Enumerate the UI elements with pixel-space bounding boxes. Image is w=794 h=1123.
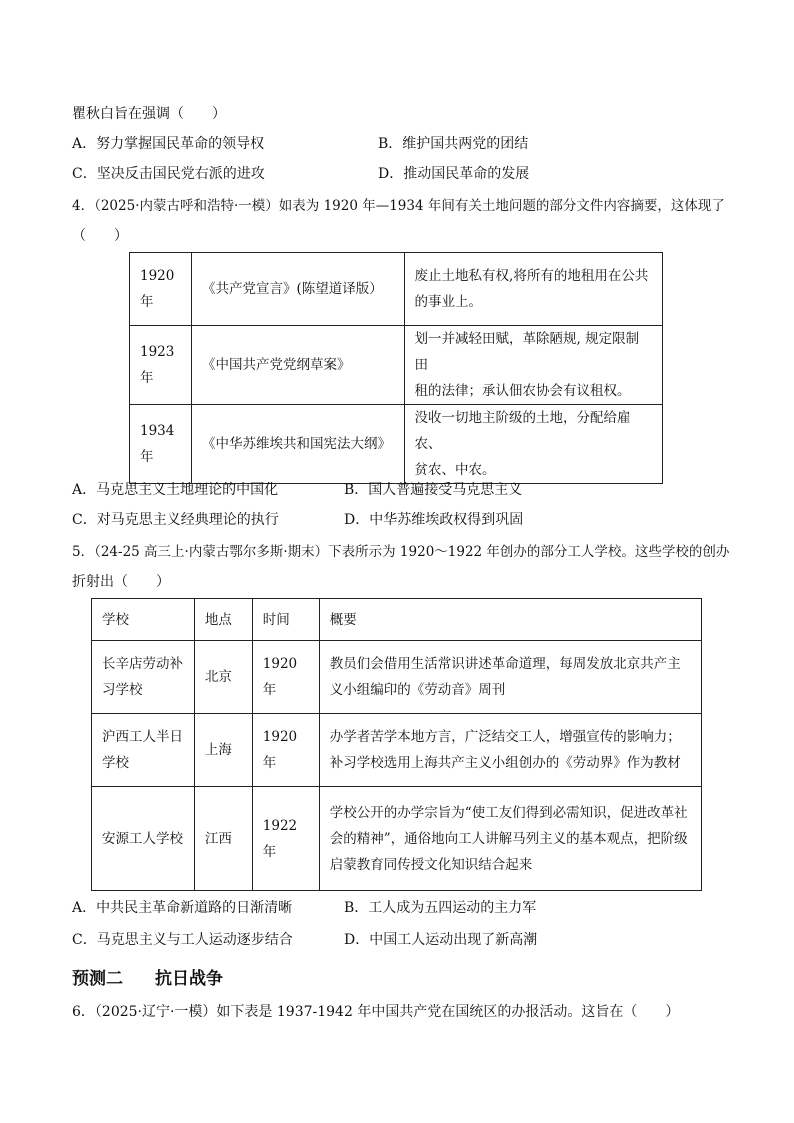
q5-time-cell: 1922 年	[252, 787, 319, 891]
section-heading	[72, 964, 223, 989]
q5-school-cell: 长辛店劳动补 习学校	[92, 641, 195, 714]
table-row	[130, 253, 663, 326]
q5-time-cell: 1920 年	[252, 641, 319, 714]
q4-stem-line1: 4．（2025·内蒙古呼和浩特·一模）如表为 1920 年—1934 年间有关土地问题的部分文件内容摘要，这体现了	[72, 198, 725, 214]
q5-place-cell: 上海	[194, 714, 252, 787]
q4-option-a: A．马克思主义土地理论的中国化	[72, 482, 279, 498]
q5-summary-cell: 教员们会借用生活常识讲述革命道理，每周发放北京共产主 义小组编印的《劳动音》周刊	[319, 641, 701, 714]
q4-document-cell: 《中华苏维埃共和国宪法大纲》	[191, 405, 404, 484]
q3-stem: 瞿秋白旨在强调（ ）	[72, 106, 226, 122]
table-row	[92, 787, 702, 891]
q5-option-c: C．马克思主义与工人运动逐步结合	[72, 932, 293, 948]
q3-options-row-1	[72, 134, 712, 154]
q5-header-place: 地点	[194, 599, 252, 641]
q5-school-cell: 安源工人学校	[92, 787, 195, 891]
q4-land-documents-table	[129, 252, 663, 484]
q5-time-cell: 1920 年	[252, 714, 319, 787]
q3-option-d: D．推动国民革命的发展	[378, 166, 530, 182]
q5-header-time: 时间	[252, 599, 319, 641]
q5-header-summary: 概要	[319, 599, 701, 641]
q4-option-c: C．对马克思主义经典理论的执行	[72, 512, 279, 528]
q4-option-b: B．国人普遍接受马克思主义	[344, 482, 523, 498]
q3-option-a: A．努力掌握国民革命的领导权	[72, 136, 265, 152]
q4-content-cell: 划一并减轻田赋，革除陋规, 规定限制田 租的法律；承认佃农协会有议租权。	[404, 326, 662, 405]
q4-year-cell: 1934年	[130, 405, 192, 484]
q4-options-row-1	[72, 480, 712, 500]
q5-option-a: A．中共民主革命新道路的日渐清晰	[72, 900, 293, 916]
q5-workers-schools-table	[91, 598, 702, 891]
q5-options-row-1	[72, 898, 712, 918]
table-row	[130, 405, 663, 484]
q4-document-cell: 《共产党宣言》(陈望道译版）	[191, 253, 404, 326]
q4-stem-line2: （ ）	[72, 228, 128, 244]
q5-options-row-2	[72, 930, 712, 950]
q5-place-cell: 江西	[194, 787, 252, 891]
table-row	[130, 326, 663, 405]
q3-option-c: C．坚决反击国民党右派的进攻	[72, 166, 265, 182]
q4-content-cell: 没收一切地主阶级的土地，分配给雇农、 贫农、中农。	[404, 405, 662, 484]
section-label: 预测二	[72, 969, 123, 989]
section-title: 抗日战争	[155, 969, 223, 989]
q5-option-b: B．工人成为五四运动的主力军	[344, 900, 537, 916]
q5-option-d: D．中国工人运动出现了新高潮	[344, 932, 538, 948]
q4-year-cell: 1923年	[130, 326, 192, 405]
table-row	[92, 714, 702, 787]
table-row	[92, 641, 702, 714]
q3-options-row-2	[72, 164, 712, 184]
q5-header-school: 学校	[92, 599, 195, 641]
q5-stem-line1: 5．（24-25 高三上·内蒙古鄂尔多斯·期末）下表所示为 1920～1922 年创办的部分工人学校。这些学校的创办	[72, 544, 730, 560]
q6-stem: 6．（2025·辽宁·一模）如下表是 1937-1942 年中国共产党在国统区的办报活动。这旨在（ ）	[72, 1004, 680, 1020]
table-header-row	[92, 599, 702, 641]
q4-document-cell: 《中国共产党党纲草案》	[191, 326, 404, 405]
q4-options-row-2	[72, 510, 712, 530]
q5-summary-cell: 办学者苦学本地方言，广泛结交工人，增强宣传的影响力； 补习学校选用上海共产主义小组创办的《劳动界》作为教材	[319, 714, 701, 787]
q4-content-cell: 废止土地私有权,将所有的地租用在公共 的事业上。	[404, 253, 662, 326]
q3-option-b: B．维护国共两党的团结	[378, 136, 529, 152]
q5-stem-line2: 折射出（ ）	[72, 574, 170, 590]
q5-school-cell: 沪西工人半日 学校	[92, 714, 195, 787]
q4-option-d: D．中华苏维埃政权得到巩固	[344, 512, 524, 528]
q4-year-cell: 1920年	[130, 253, 192, 326]
q5-place-cell: 北京	[194, 641, 252, 714]
q5-summary-cell: 学校公开的办学宗旨为“使工友们得到必需知识，促进改革社 会的精神”，通俗地向工人讲解马列主义的基本观点，把阶级 启蒙教育同传授文化知识结合起来	[319, 787, 701, 891]
